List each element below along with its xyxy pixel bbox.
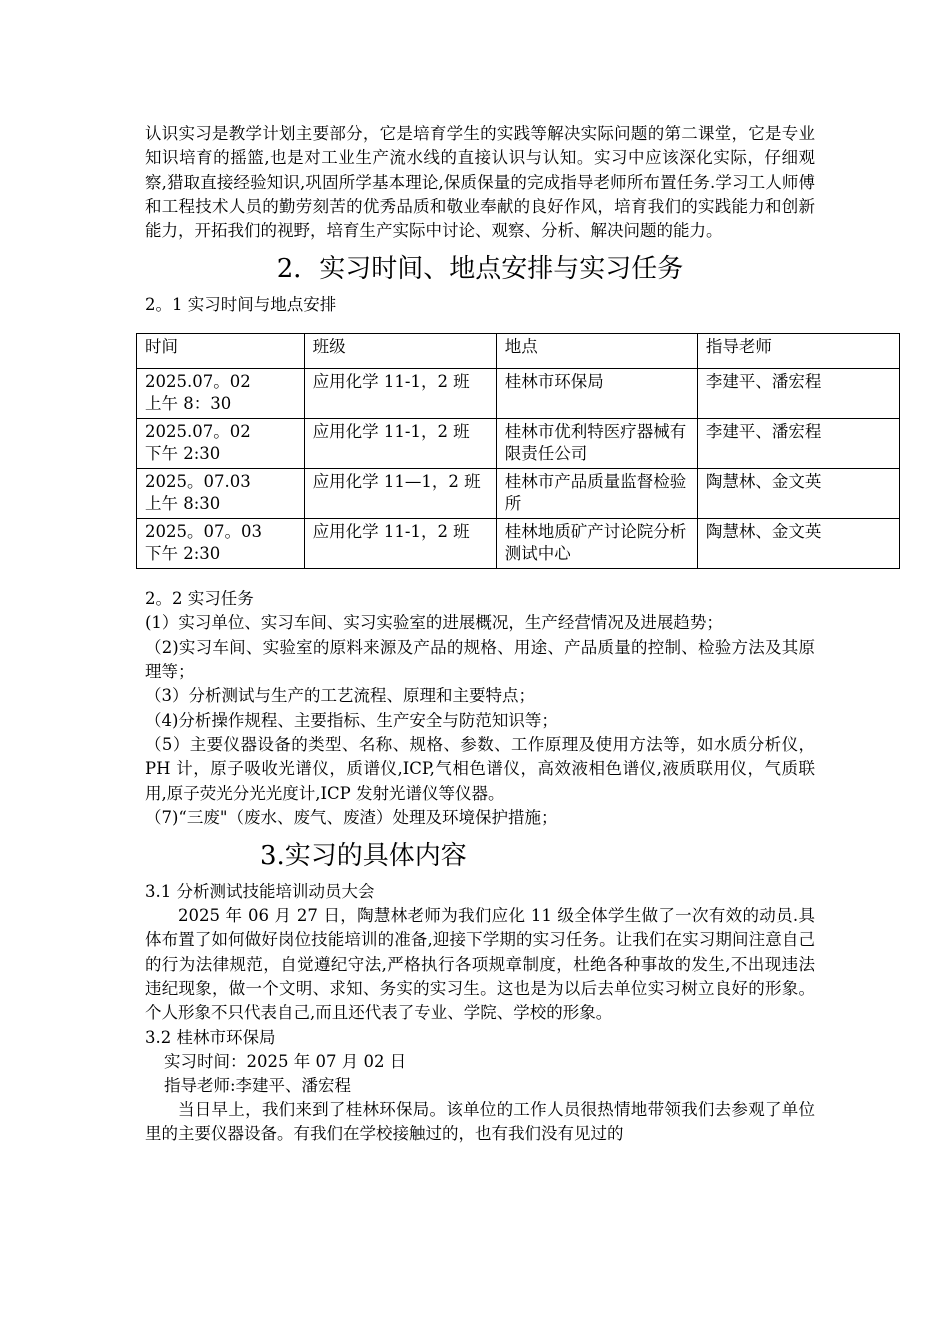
table-row: [137, 519, 900, 569]
cell-teacher: 李建平、潘宏程: [697, 419, 899, 469]
cell-time: 2025。07。03 下午 2:30: [137, 519, 305, 569]
section-3-2-title: 3.2 桂林市环保局: [145, 1027, 276, 1047]
cell-class: 应用化学 11-1，2 班: [304, 369, 496, 419]
spacer: [145, 569, 815, 587]
cell-location: 桂林市产品质量监督检验所: [496, 469, 697, 519]
table-row: [137, 369, 900, 419]
cell-location: 桂林市优利特医疗器械有限责任公司: [496, 419, 697, 469]
task-item: （7)“三废"（废水、废气、废渣）处理及环境保护措施；: [145, 807, 558, 827]
task-item: (1）实习单位、实习车间、实习实验室的进展概况，生产经营情况及进展趋势；: [145, 613, 723, 633]
schedule-table: [136, 333, 900, 569]
header-time: 时间: [137, 334, 305, 369]
cell-class: 应用化学 11-1，2 班: [304, 419, 496, 469]
section-3-title: 3.实习的具体内容: [260, 841, 467, 872]
document-page: [145, 122, 822, 1146]
cell-class: 应用化学 11—1，2 班: [304, 469, 496, 519]
cell-teacher: 陶慧林、金文英: [697, 469, 899, 519]
cell-time: 2025.07。02 下午 2:30: [137, 419, 305, 469]
cell-location: 桂林市环保局: [496, 369, 697, 419]
task-item: （3）分析测试与生产的工艺流程、原理和主要特点；: [145, 686, 535, 706]
cell-teacher: 陶慧林、金文英: [697, 519, 899, 569]
cell-location: 桂林地质矿产讨论院分析测试中心: [496, 519, 697, 569]
table-row: [137, 419, 900, 469]
intro-paragraph: 认识实习是教学计划主要部分，它是培育学生的实践等解决实际问题的第二课堂，它是专业知识培育的摇篮,也是对工业生产流水线的直接认识与认知。实习中应该深化实际，仔细观察,猎取直接经验知识,巩固所学基本理论,保质保量的完成指导老师所布置任务.学习工人师傅和工程技术人员的勤劳刻苦的优秀品质和敬业奉献的良好作风，培育我们的实践能力和创新能力，开拓我们的视野，培育生产实际中讨论、观察、分析、解决问题的能力。: [145, 124, 815, 241]
visit-time: 实习时间：2025 年 07 月 02 日: [164, 1051, 407, 1071]
section-2-title: 2．实习时间、地点安排与实习任务: [276, 254, 684, 285]
header-teacher: 指导老师: [697, 334, 899, 369]
task-item: （5）主要仪器设备的类型、名称、规格、参数、工作原理及使用方法等，如水质分析仪，PH 计，原子吸收光谱仪，质谱仪,ICP,气相色谱仪，高效液相色谱仪,液质联用仪，气质联用,原子荧光分光光度计,ICP 发射光谱仪等仪器。: [145, 734, 815, 803]
visit-teacher: 指导老师:李建平、潘宏程: [164, 1075, 352, 1095]
cell-time: 2025.07。02 上午 8：30: [137, 369, 305, 419]
section-2-1-title: 2。1 实习时间与地点安排: [145, 295, 337, 315]
table-row: [137, 469, 900, 519]
task-item: （4)分析操作规程、主要指标、生产安全与防范知识等；: [145, 710, 558, 730]
section-2-2-title: 2。2 实习任务: [145, 589, 254, 609]
cell-teacher: 李建平、潘宏程: [697, 369, 899, 419]
task-item: （2)实习车间、实验室的原料来源及产品的规格、用途、产品质量的控制、检验方法及其原理等；: [145, 637, 815, 682]
section-3-1-title: 3.1 分析测试技能培训动员大会: [145, 882, 375, 902]
cell-class: 应用化学 11-1，2 班: [304, 519, 496, 569]
section-3-2-body: 当日早上，我们来到了桂林环保局。该单位的工作人员很热情地带领我们去参观了单位里的主要仪器设备。有我们在学校接触过的，也有我们没有见过的: [145, 1099, 815, 1143]
header-class: 班级: [304, 334, 496, 369]
table-header-row: [137, 334, 900, 369]
section-3-1-body: 2025 年 06 月 27 日，陶慧林老师为我们应化 11 级全体学生做了一次有效的动员.具体布置了如何做好岗位技能培训的准备,迎接下学期的实习任务。让我们在实习期间注意自己的行为法律规范，自觉遵纪守法,严格执行各项规章制度，杜绝各种事故的发生,不出现违法违纪现象，做一个文明、求知、务实的实习生。这也是为以后去单位实习树立良好的形象。个人形象不只代表自己,而且还代表了专业、学院、学校的形象。: [145, 906, 815, 1023]
cell-time: 2025。07.03 上午 8:30: [137, 469, 305, 519]
header-location: 地点: [496, 334, 697, 369]
